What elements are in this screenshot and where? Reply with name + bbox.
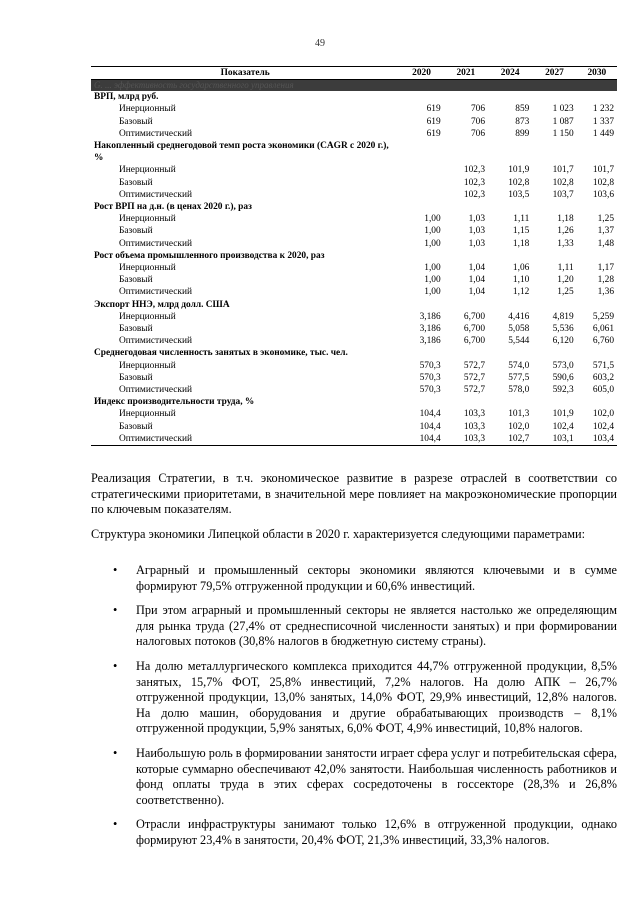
value-cell: 1,20	[557, 275, 574, 286]
empty-cell	[399, 91, 443, 103]
group-row	[91, 250, 617, 262]
table-row	[91, 433, 617, 446]
table-row	[91, 360, 617, 372]
value-cell: 102,3	[463, 177, 485, 188]
value-cell: 3,186	[419, 324, 441, 335]
value-cell: 577,5	[508, 372, 530, 383]
scenario-name: Инерционный	[119, 409, 176, 420]
value-cell: 1,36	[597, 287, 614, 298]
value-cell: 103,3	[463, 421, 485, 432]
bullet-list	[91, 563, 617, 858]
value-cell: 592,3	[552, 385, 574, 396]
value-cell: 4,416	[508, 311, 530, 322]
value-cell: 6,700	[463, 336, 485, 347]
value-cell: 103,5	[508, 189, 530, 200]
value-cell: 5,259	[592, 311, 614, 322]
scenario-name: Инерционный	[119, 360, 176, 371]
value-cell: 619	[426, 116, 441, 127]
table-row	[91, 225, 617, 237]
empty-cell	[577, 201, 617, 213]
value-cell: 619	[426, 104, 441, 115]
empty-cell	[488, 201, 532, 213]
bullet-text: Наибольшую роль в формировании занятости играет сфера услуг и потребительская сфера, которые суммарно обеспечивают 42,0% занятости. Наибольшая численность работников и фонд оплаты труда в этих сферах сосредоточены в госсекторе (28,3% и 26,8% соответственно).	[136, 745, 617, 807]
empty-cell	[444, 140, 488, 164]
scenario-name: Оптимистический	[119, 238, 192, 249]
empty-cell	[399, 347, 443, 359]
value-cell: 1,48	[597, 238, 614, 249]
value-cell: 5,058	[508, 324, 530, 335]
value-cell: 3,186	[419, 311, 441, 322]
scenario-name: Оптимистический	[91, 433, 399, 446]
table-row	[91, 238, 617, 250]
scenario-name: Базовый	[119, 372, 153, 383]
table-row	[91, 103, 617, 115]
bullet-text: Отрасли инфраструктуры занимают только 12,6% в отгруженной продукции, однако формируют 23,4% в занятости, 20,4% ФОТ, 21,3% инвестиций, 33,3% налогов.	[136, 817, 617, 847]
section-title: G. ... эффективность государственного управления	[91, 80, 617, 92]
empty-cell	[399, 396, 443, 408]
table-row	[91, 274, 617, 286]
value-cell: 1,25	[597, 214, 614, 225]
header-2027: 2027	[532, 67, 576, 80]
group-row	[91, 140, 617, 164]
value-cell: 1,33	[557, 238, 574, 249]
value-cell: 1,00	[424, 226, 441, 237]
value-cell: 1,04	[468, 275, 485, 286]
table-row	[91, 262, 617, 274]
value-cell: 1,17	[597, 263, 614, 274]
value-cell: 605,0	[592, 385, 614, 396]
group-row	[91, 91, 617, 103]
scenario-name: Базовый	[119, 275, 153, 286]
scenario-name: Оптимистический	[119, 128, 192, 139]
group-row	[91, 396, 617, 408]
group-title: Рост ВРП на д.н. (в ценах 2020 г.), раз	[94, 202, 252, 213]
value-cell: 3,186	[419, 336, 441, 347]
value-cell: 103,1	[532, 433, 576, 446]
bullet-icon: •	[113, 745, 118, 760]
bullet-text: При этом аграрный и промышленный секторы не является настолько же определяющим для рынка труда (27,4% от среднесписочной численности занятых) и при формировании налоговых потоков (30,8% налогов в бюджетную систему страны).	[136, 603, 617, 649]
empty-cell	[577, 299, 617, 311]
value-cell: 1 337	[592, 116, 614, 127]
table-row	[91, 384, 617, 396]
scenario-name: Базовый	[119, 177, 153, 188]
empty-cell	[444, 201, 488, 213]
value-cell: 1 023	[552, 104, 574, 115]
value-cell: 6,061	[592, 324, 614, 335]
empty-cell	[488, 347, 532, 359]
group-title: Среднегодовая численность занятых в экономике, тыс. чел.	[94, 348, 348, 359]
table-row	[91, 311, 617, 323]
value-cell: 1,37	[597, 226, 614, 237]
empty-cell	[444, 396, 488, 408]
empty-cell	[444, 250, 488, 262]
empty-cell	[532, 140, 576, 164]
value-cell: 1,04	[468, 263, 485, 274]
value-cell: 102,8	[592, 177, 614, 188]
value-cell: 4,819	[552, 311, 574, 322]
value-cell: 1,11	[513, 214, 530, 225]
table-row	[91, 323, 617, 335]
value-cell: 1,25	[557, 287, 574, 298]
list-item	[91, 659, 617, 737]
scenario-name: Оптимистический	[119, 336, 192, 347]
value-cell: 1,11	[557, 263, 574, 274]
empty-cell	[488, 140, 532, 164]
value-cell: 1,06	[512, 263, 530, 274]
value-cell: 1,00	[424, 214, 441, 225]
value-cell: 590,6	[552, 372, 574, 383]
value-cell: 102,3	[463, 189, 485, 200]
scenario-name: Оптимистический	[119, 385, 192, 396]
value-cell: 1,03	[468, 226, 485, 237]
empty-cell	[532, 91, 576, 103]
empty-cell	[532, 396, 576, 408]
value-cell: 570,3	[419, 360, 441, 371]
empty-cell	[444, 347, 488, 359]
value-cell: 706	[470, 128, 485, 139]
table-row	[91, 177, 617, 189]
value-cell: 571,5	[592, 360, 614, 371]
value-cell: 5,536	[552, 324, 574, 335]
value-cell: 619	[426, 128, 441, 139]
table-row	[91, 335, 617, 347]
value-cell: 899	[515, 128, 530, 139]
value-cell: 6,700	[463, 311, 485, 322]
value-cell: 1,04	[468, 287, 485, 298]
paragraph-strategy: Реализация Стратегии, в т.ч. экономическое развитие в разрезе отраслей в соответствии со стратегическими приоритетами, в значительной мере повлияет на макроэкономические пропорции по ключевым показателям.	[91, 471, 617, 517]
table-row	[91, 286, 617, 298]
section-row	[91, 80, 617, 92]
paragraph-structure: Структура экономики Липецкой области в 2020 г. характеризуется следующими параметрами:	[91, 527, 585, 541]
empty-cell	[399, 201, 443, 213]
value-cell: 102,0	[592, 409, 614, 420]
list-item	[91, 746, 617, 808]
scenario-name: Базовый	[119, 324, 153, 335]
value-cell: 1,10	[512, 275, 530, 286]
value-cell: 1,00	[424, 275, 441, 286]
value-cell: 572,7	[463, 372, 485, 383]
value-cell: 102,3	[463, 165, 485, 176]
table-row	[91, 213, 617, 225]
group-row	[91, 299, 617, 311]
page-number: 49	[315, 38, 325, 49]
value-cell: 873	[515, 116, 530, 127]
value-cell: 1,18	[512, 238, 530, 249]
value-cell: 1,26	[557, 226, 574, 237]
value-cell: 1,12	[512, 287, 530, 298]
table-row	[91, 128, 617, 140]
empty-cell	[399, 250, 443, 262]
value-cell: 104,4	[419, 421, 441, 432]
group-title: Рост объема промышленного производства к 2020, раз	[94, 250, 325, 261]
group-row	[91, 201, 617, 213]
value-cell: 572,7	[463, 360, 485, 371]
table-row	[91, 164, 617, 176]
empty-cell	[532, 250, 576, 262]
empty-cell	[577, 396, 617, 408]
group-title: ВРП, млрд руб.	[94, 92, 159, 103]
value-cell: 102,7	[488, 433, 532, 446]
value-cell: 1,18	[557, 214, 574, 225]
indicators-table	[91, 66, 617, 446]
scenario-name: Инерционный	[119, 214, 176, 225]
value-cell: 573,0	[552, 360, 574, 371]
list-item	[91, 817, 617, 848]
value-cell: 578,0	[508, 385, 530, 396]
header-2024: 2024	[488, 67, 532, 80]
empty-cell	[399, 299, 443, 311]
scenario-name: Инерционный	[119, 165, 176, 176]
table-row	[91, 189, 617, 201]
table-row	[91, 116, 617, 128]
empty-cell	[532, 299, 576, 311]
header-2020: 2020	[399, 67, 443, 80]
list-item	[91, 563, 617, 594]
empty-cell	[488, 250, 532, 262]
value-cell: 102,8	[508, 177, 530, 188]
header-2030: 2030	[577, 67, 617, 80]
value-cell: 103,3	[463, 409, 485, 420]
value-cell	[399, 177, 443, 189]
bullet-text: Аграрный и промышленный секторы экономики являются ключевыми и в сумме формируют 79,5% отгруженной продукции и 60,6% инвестиций.	[136, 563, 617, 593]
value-cell: 5,544	[508, 336, 530, 347]
group-row	[91, 347, 617, 359]
table-header-row	[91, 67, 617, 80]
empty-cell	[532, 347, 576, 359]
value-cell: 102,8	[552, 177, 574, 188]
value-cell	[399, 164, 443, 176]
value-cell: 104,4	[419, 409, 441, 420]
value-cell: 102,0	[508, 421, 530, 432]
bullet-text: На долю металлургического комплекса приходится 44,7% отгруженной продукции, 8,5% занятых, 15,7% ФОТ, 25,8% инвестиций, 7,2% налогов. На долю АПК – 26,7% отгруженной продукции, 13,0% занятых, 14,0% ФОТ, 29,9% инвестиций, 12,8% налогов. На долю машин, оборудования и другие обрабатывающих производств – 8,1% отгруженной продукции, 5,9% занятых, 6,0% ФОТ, 4,9% инвестиций, 10,8% налогов.	[136, 658, 617, 736]
value-cell: 1,28	[597, 275, 614, 286]
table-row	[91, 408, 617, 420]
value-cell: 1,15	[512, 226, 530, 237]
empty-cell	[488, 91, 532, 103]
value-cell: 1 150	[552, 128, 574, 139]
value-cell: 706	[470, 116, 485, 127]
value-cell: 103,6	[592, 189, 614, 200]
value-cell: 859	[515, 104, 530, 115]
empty-cell	[577, 347, 617, 359]
bullet-icon: •	[113, 563, 118, 577]
empty-cell	[532, 201, 576, 213]
table-row	[91, 421, 617, 433]
value-cell: 102,4	[552, 421, 574, 432]
value-cell: 570,3	[419, 372, 441, 383]
value-cell: 603,2	[592, 372, 614, 383]
header-2021: 2021	[444, 67, 488, 80]
empty-cell	[577, 140, 617, 164]
scenario-name: Базовый	[119, 421, 153, 432]
value-cell: 1 087	[552, 116, 574, 127]
value-cell: 6,760	[592, 336, 614, 347]
value-cell: 6,120	[552, 336, 574, 347]
empty-cell	[577, 91, 617, 103]
scenario-name: Базовый	[119, 226, 153, 237]
bullet-icon: •	[113, 817, 118, 832]
value-cell: 103,7	[552, 189, 574, 200]
scenario-name: Инерционный	[119, 311, 176, 322]
bullet-icon: •	[113, 603, 118, 618]
scenario-name: Оптимистический	[119, 287, 192, 298]
value-cell: 103,4	[577, 433, 617, 446]
scenario-name: Базовый	[119, 116, 153, 127]
value-cell: 104,4	[399, 433, 443, 446]
value-cell: 706	[470, 104, 485, 115]
value-cell: 103,3	[444, 433, 488, 446]
table-row	[91, 372, 617, 384]
value-cell: 1,03	[468, 214, 485, 225]
value-cell: 570,3	[419, 385, 441, 396]
value-cell: 1,00	[424, 238, 441, 249]
value-cell: 102,4	[592, 421, 614, 432]
header-indicator: Показатель	[91, 67, 399, 80]
bullet-icon: •	[113, 658, 118, 673]
empty-cell	[577, 250, 617, 262]
value-cell: 101,7	[552, 165, 574, 176]
value-cell: 1 449	[592, 128, 614, 139]
value-cell: 1,03	[468, 238, 485, 249]
scenario-name: Инерционный	[119, 263, 176, 274]
value-cell	[399, 189, 443, 201]
scenario-name: Оптимистический	[119, 189, 192, 200]
value-cell: 6,700	[463, 324, 485, 335]
scenario-name: Инерционный	[119, 104, 176, 115]
empty-cell	[444, 299, 488, 311]
group-title: Накопленный среднегодовой темп роста экономики (CAGR с 2020 г.), %	[94, 141, 389, 164]
empty-cell	[399, 140, 443, 164]
value-cell: 574,0	[508, 360, 530, 371]
empty-cell	[488, 396, 532, 408]
value-cell: 101,9	[508, 165, 530, 176]
group-title: Экспорт ННЭ, млрд долл. США	[94, 299, 230, 310]
value-cell: 572,7	[463, 385, 485, 396]
value-cell: 101,7	[592, 165, 614, 176]
value-cell: 101,3	[508, 409, 530, 420]
value-cell: 1,00	[424, 287, 441, 298]
value-cell: 101,9	[552, 409, 574, 420]
value-cell: 1 232	[592, 104, 614, 115]
list-item	[91, 603, 617, 650]
group-title: Индекс производительности труда, %	[94, 397, 255, 408]
empty-cell	[488, 299, 532, 311]
value-cell: 1,00	[424, 263, 441, 274]
empty-cell	[444, 91, 488, 103]
